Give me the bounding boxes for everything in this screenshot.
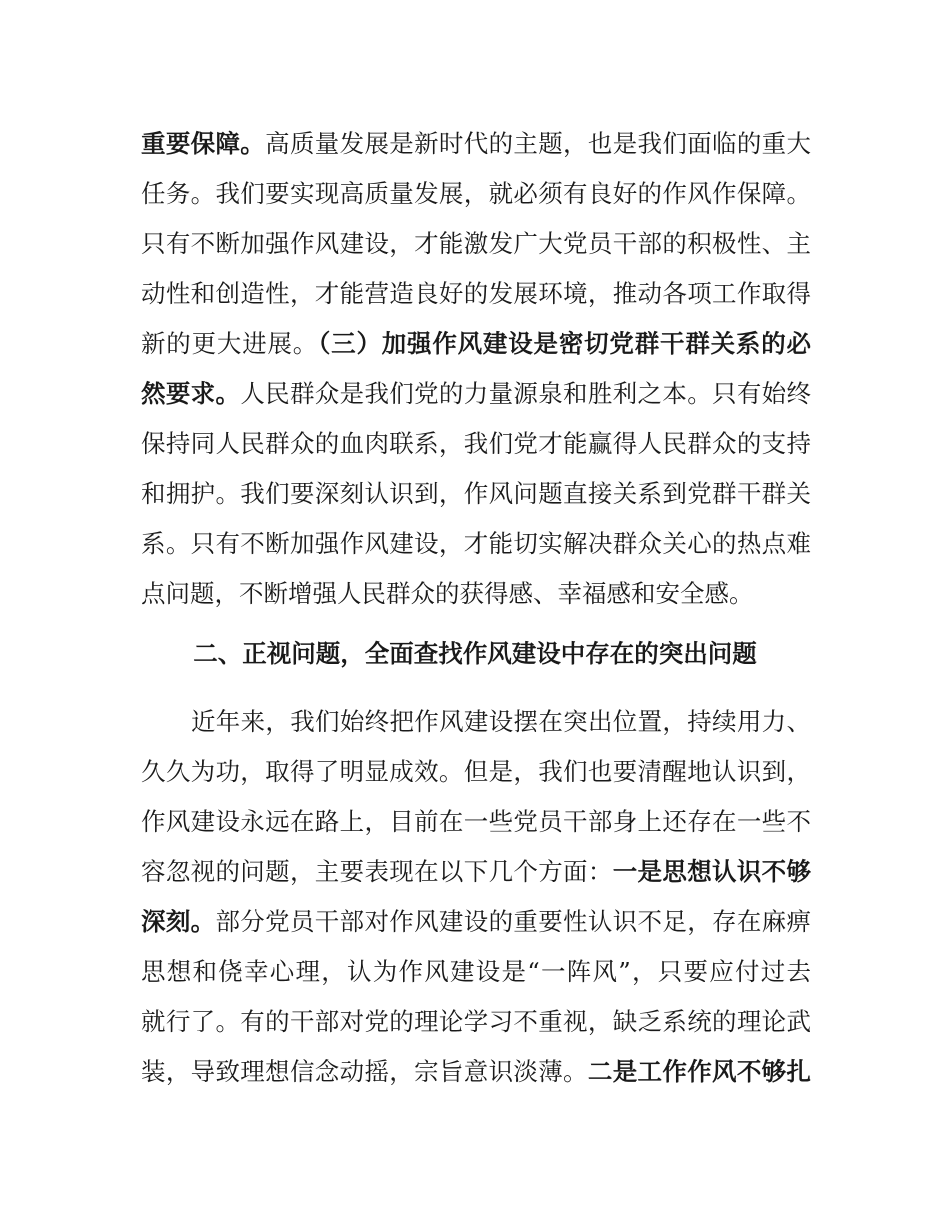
paragraph-line (141, 474, 811, 514)
line-text: 思想和侥幸心理，认为作风建设是“一阵风”，只要应付过去 (141, 957, 811, 986)
line-text: 容忽视的问题，主要表现在以下几个方面： (141, 857, 613, 886)
paragraph-line (141, 1052, 811, 1092)
paragraph-line (141, 952, 811, 992)
paragraph-line (141, 424, 811, 464)
line-text: 人民群众是我们党的力量源泉和胜利之本。只有始终 (240, 379, 812, 408)
bold-lead: 然要求。 (141, 379, 241, 408)
line-text: 任务。我们要实现高质量发展，就必须有良好的作风作保障。 (141, 179, 811, 208)
paragraph-line (141, 852, 811, 892)
paragraph-line (141, 124, 811, 164)
bold-point: 一是思想认识不够 (612, 857, 812, 886)
paragraph-line (191, 702, 811, 742)
line-text: 只有不断加强作风建设，才能激发广大党员干部的积极性、主 (141, 229, 811, 258)
line-text: 作风建设永远在路上，目前在一些党员干部身上还存在一些不 (141, 807, 811, 836)
line-text: 系。只有不断加强作风建设，才能切实解决群众关心的热点难 (141, 529, 811, 558)
paragraph-line (141, 374, 811, 414)
paragraph-line (141, 274, 811, 314)
line-text: 部分党员干部对作风建设的重要性认识不足，存在麻痹 (215, 907, 812, 936)
bold-point: 二是工作作风不够扎 (587, 1057, 812, 1086)
paragraph-line (141, 802, 811, 842)
paragraph-line (141, 902, 811, 942)
paragraph-line (141, 224, 811, 264)
line-text: 近年来，我们始终把作风建设摆在突出位置，持续用力、 (191, 707, 811, 736)
line-text: 高质量发展是新时代的主题，也是我们面临的重大 (265, 129, 812, 158)
section-heading: 二、正视问题，全面查找作风建设中存在的突出问题 (193, 639, 757, 668)
paragraph-line (141, 524, 811, 564)
paragraph-line (141, 574, 811, 614)
paragraph-line (141, 752, 811, 792)
line-text: 新的更大进展。 (141, 329, 319, 358)
line-text: 动性和创造性，才能营造良好的发展环境，推动各项工作取得 (141, 279, 811, 308)
line-text: 久久为功，取得了明显成效。但是，我们也要清醒地认识到， (141, 757, 811, 786)
line-text: 点问题，不断增强人民群众的获得感、幸福感和安全感。 (141, 579, 754, 608)
paragraph-line (141, 1002, 811, 1042)
line-text: 就行了。有的干部对党的理论学习不重视，缺乏系统的理论武 (141, 1007, 811, 1036)
line-text: 装，导致理想信念动摇，宗旨意识淡薄。 (141, 1057, 588, 1086)
bold-subheading: （三）加强作风建设是密切党群干群关系的必 (318, 329, 812, 358)
bold-point: 深刻。 (141, 907, 216, 936)
line-text: 保持同人民群众的血肉联系，我们党才能赢得人民群众的支持 (141, 429, 811, 458)
line-text: 和拥护。我们要深刻认识到，作风问题直接关系到党群干群关 (141, 479, 811, 508)
bold-lead: 重要保障。 (141, 129, 266, 158)
paragraph-line (141, 174, 811, 214)
paragraph-line (141, 324, 811, 364)
